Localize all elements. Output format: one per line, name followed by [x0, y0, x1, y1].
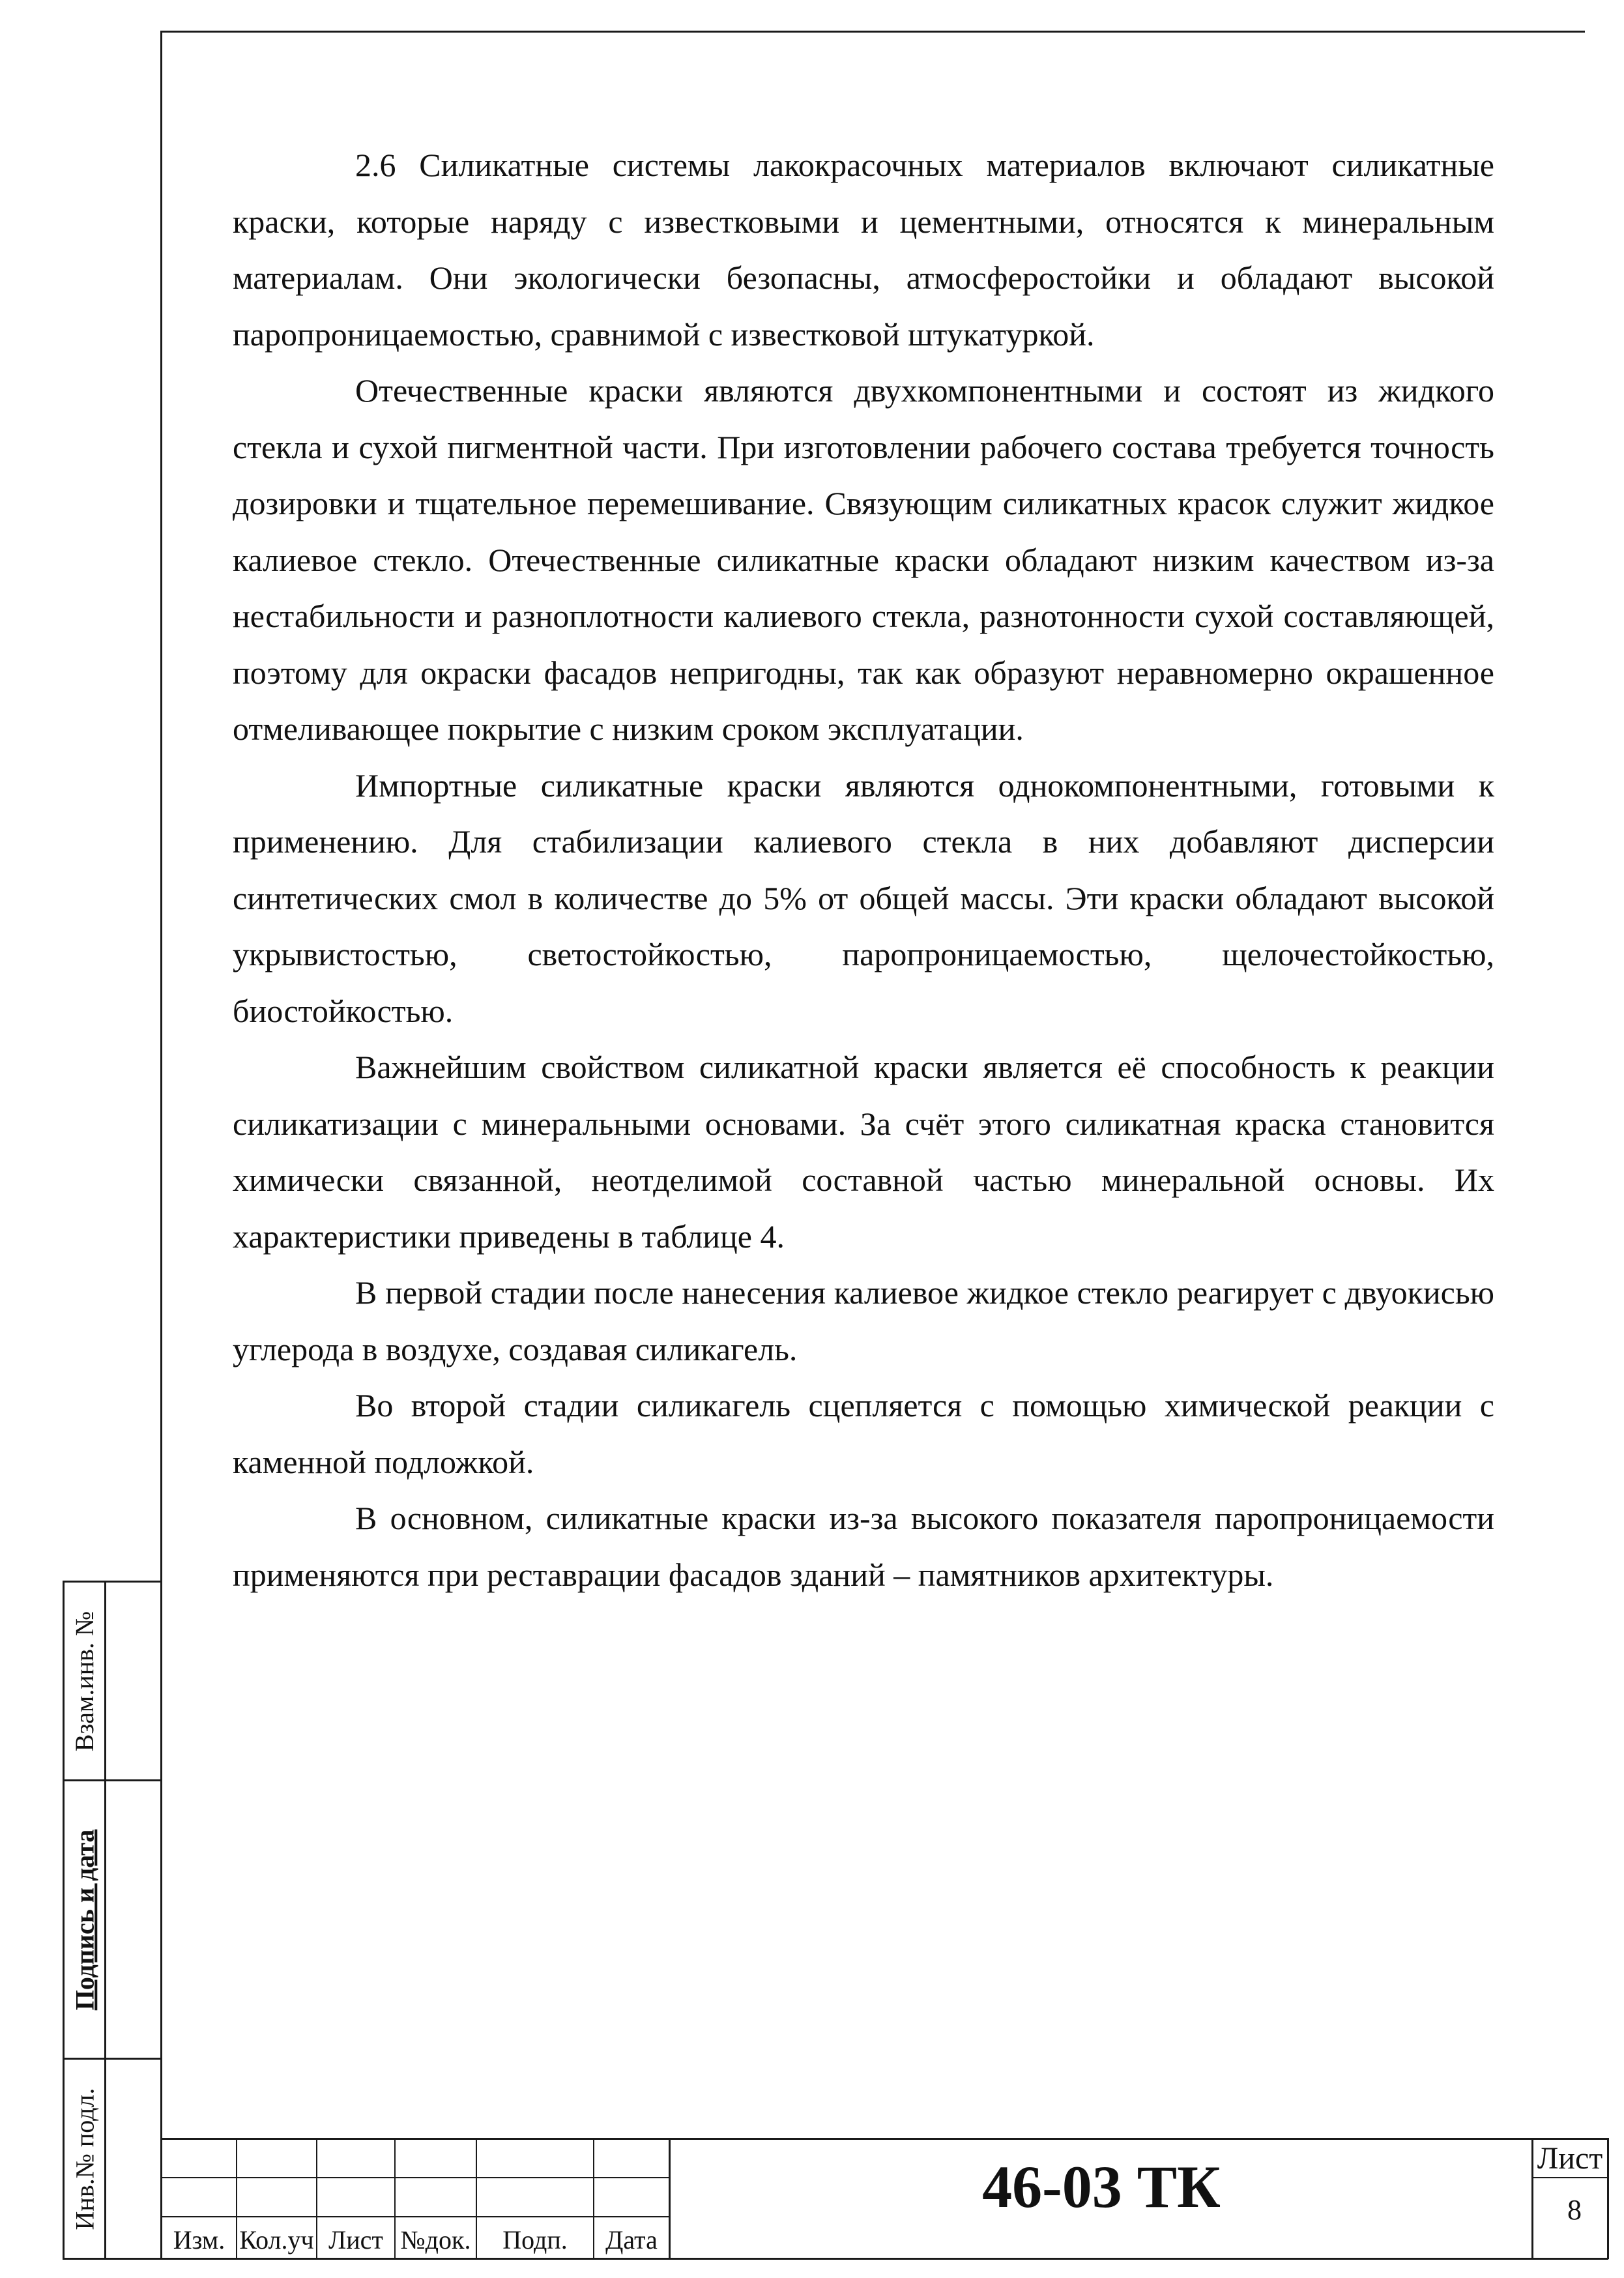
side-stamp-divider-line [104, 1581, 106, 2260]
col-label-qty: Кол.уч [239, 2225, 314, 2255]
col-label-sheet: Лист [328, 2225, 383, 2255]
paragraph: Отечественные краски являются двухкомпонентными и состоят из жидкого стекла и сухой пигментной части. При изготовлении рабочего состава требуется точность дозировки и тщательное перемешивание. Связующим силикатных красок служит жидкое калиевое стекло. Отечественные силикатные краски обладают низким качеством из-за нестабильности и разноплотности калиевого стекла, разнотонности сухой составляющей, поэтому для окраски фасадов непригодны, так как образуют неравномерно окрашенное отмеливающее покрытие с низким сроком эксплуатации. [233, 372, 1494, 747]
sheet-cell-line [1533, 2177, 1608, 2178]
col-label-change: Изм. [173, 2225, 225, 2255]
col-divider-6 [669, 2138, 671, 2259]
paragraph: Импортные силикатные краски являются однокомпонентными, готовыми к применению. Для стабилизации калиевого стекла в них добавляют дисперсии синтетических смол в количестве до 5% от общей массы. Эти краски обладают высокой укрывистостью, светостойкостью, паропроницаемостью, щелочестойкостью, биостойкостью. [233, 767, 1494, 1029]
replaced-inventory-cell [65, 1583, 104, 1779]
paragraph: Важнейшим свойством силикатной краски является её способность к реакции силикатизации с минеральными основами. За счёт этого силикатная краска становится химически связанной, неотделимой составной частью минеральной основы. Их характеристики приведены в таблице 4. [233, 1049, 1494, 1255]
title-block-top-line [160, 2138, 1608, 2140]
paragraph: 2.6 Силикатные системы лакокрасочных материалов включают силикатные краски, которые наряду с известковыми и цементными, относятся к минеральным материалам. Они экологически безопасны, атмосферостойки и обладают высокой паропроницаемостью, сравнимой с известковой штукатуркой. [233, 147, 1494, 353]
col-label-signature: Подп. [502, 2225, 568, 2255]
paragraph: В основном, силикатные краски из-за высокого показателя паропроницаемости применяются при реставрации фасадов зданий – памятников архитектуры. [233, 1500, 1494, 1593]
body-text [233, 137, 1494, 1603]
col-label-doc-no: №док. [400, 2225, 471, 2255]
original-inventory-label: Инв.№ подл. [70, 2088, 100, 2230]
original-inventory-cell [65, 2060, 104, 2258]
frame-left-line [160, 31, 162, 2260]
frame-top-line [162, 31, 1585, 33]
signature-date-cell [65, 1781, 104, 2058]
frame-bottom-line [63, 2258, 1608, 2260]
replaced-inventory-label: Взам.инв. № [70, 1611, 100, 1751]
paragraph: В первой стадии после нанесения калиевое жидкое стекло реагирует с двуокисью углерода в воздухе, создавая силикагель. [233, 1274, 1494, 1367]
sheet-number: 8 [1567, 2193, 1582, 2226]
paragraph: Во второй стадии силикагель сцепляется с помощью химической реакции с каменной подложкой. [233, 1387, 1494, 1480]
signature-date-label: Подпись и дата [70, 1829, 100, 2010]
sheet-label: Лист [1537, 2140, 1603, 2176]
col-label-date: Дата [605, 2225, 658, 2255]
document-code: 46-03 ТК [982, 2154, 1221, 2220]
